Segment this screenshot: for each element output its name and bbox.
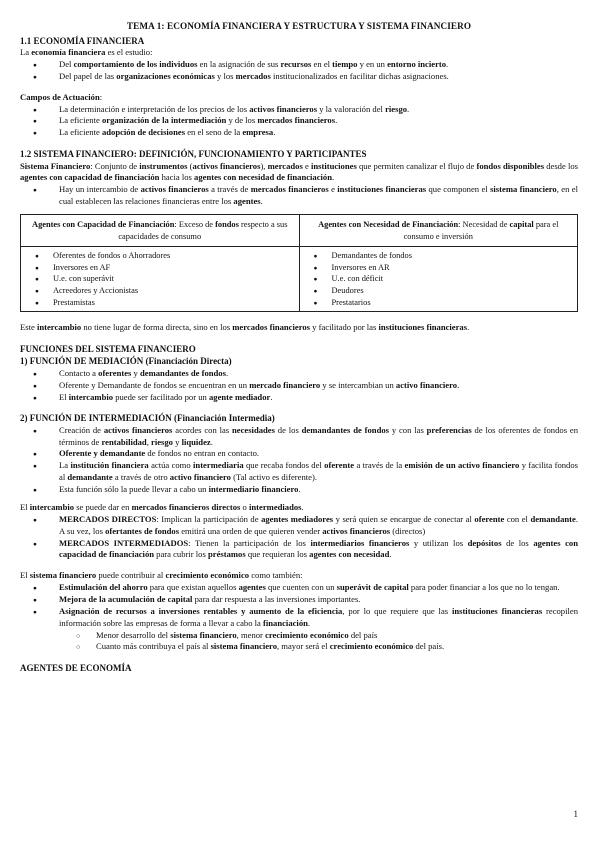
page-content xyxy=(20,20,578,675)
table-cell-necesidad xyxy=(299,247,578,312)
intercambio-mercados-text: El intercambio se puede dar en mercados financieros directos o intermediados. xyxy=(20,501,304,512)
list-item: ● Prestamistas xyxy=(21,297,293,309)
list-item: ● Creación de activos financieros acordes con las necesidades de los demandantes de fondos y con las preferencias de los oferentes de fondos en términos de rentabilidad, riesgo y liquidez. xyxy=(20,425,578,449)
economia-financiera-list xyxy=(20,59,578,83)
capacidad-list xyxy=(21,250,293,308)
crecimiento-text: El sistema financiero puede contribuir al crecimiento económico como también: xyxy=(20,570,303,581)
intercambio-note: Este intercambio no tiene lugar de forma directa, sino en los mercados financieros y facilitado por las instituciones financieras. xyxy=(20,322,470,333)
list-item: ○ Menor desarrollo del sistema financiero, menor crecimiento económico del país xyxy=(20,630,578,642)
list-item: ● Mejora de la acumulación de capital para dar respuesta a las inversiones importantes. xyxy=(20,594,578,606)
list-item: ● Inversores en AR xyxy=(300,262,572,274)
funcion-intermediacion-list xyxy=(20,425,578,496)
list-item: ● La eficiente organización de la intermediación y de los mercados financieros. xyxy=(20,115,578,127)
list-item: ● MERCADOS DIRECTOS: Implican la participación de agentes mediadores y será quien se encargue de conectar al oferente con el demandante. A su vez, los ofertantes de fondos emitirá una orden de que quieren vender activos financieros (directos) xyxy=(20,514,578,538)
economia-financiera-intro: La economía financiera es el estudio: xyxy=(20,47,153,58)
list-item: ● U.e. con superávit xyxy=(21,273,293,285)
list-item: ● Oferentes de fondos o Ahorradores xyxy=(21,250,293,262)
funcion-mediacion-list xyxy=(20,368,578,404)
campos-actuacion-list xyxy=(20,104,578,140)
list-item: ○ Cuanto más contribuya el país al sistema financiero, mayor será el crecimiento económico del país. xyxy=(20,641,578,653)
list-item: ● Deudores xyxy=(300,285,572,297)
list-item: ● Acreedores y Accionistas xyxy=(21,285,293,297)
list-item: ● Oferente y Demandante de fondos se encuentran en un mercado financiero y se intercambian un activo financiero. xyxy=(20,380,578,392)
list-item: ● Del comportamiento de los individuos en la asignación de sus recursos en el tiempo y en un entorno incierto. xyxy=(20,59,578,71)
sistema-financiero-list xyxy=(20,184,578,208)
crecimiento-list xyxy=(20,582,578,629)
list-item: ● Prestatarios xyxy=(300,297,572,309)
list-item: ● Esta función sólo la puede llevar a cabo un intermediario financiero. xyxy=(20,484,578,496)
list-item: ● Estimulación del ahorro para que existan aquellos agentes que cuenten con un superávit de capital para poder financiar a los que no lo tengan. xyxy=(20,582,578,594)
funciones-heading: FUNCIONES DEL SISTEMA FINANCIERO xyxy=(20,343,196,354)
section-heading-economia-financiera: 1.1 ECONOMÍA FINANCIERA xyxy=(20,35,145,46)
funcion-mediacion-heading: 1) FUNCIÓN DE MEDIACIÓN (Financiación Directa) xyxy=(20,356,232,367)
table-cell-capacidad xyxy=(21,247,300,312)
list-item: ● La eficiente adopción de decisiones en el seno de la empresa. xyxy=(20,127,578,139)
campos-actuacion-heading: Campos de Actuación: xyxy=(20,91,103,102)
list-item: ● Hay un intercambio de activos financieros a través de mercados financieros e instituciones financieras que componen el sistema financiero, en el cual establecen las relaciones financieras entre los agentes. xyxy=(20,184,578,208)
table-header-capacidad: Agentes con Capacidad de Financiación: Exceso de fondos respecto a sus capacidades de consumo xyxy=(21,214,300,246)
list-item: ● Inversores en AF xyxy=(21,262,293,274)
funcion-intermediacion-heading: 2) FUNCIÓN DE INTERMEDIACIÓN (Financiación Intermedia) xyxy=(20,413,275,424)
list-item: ● MERCADOS INTERMEDIADOS: Tienen la participación de los intermediarios financieros y utilizan los depósitos de los agentes con capacidad de financiación para cubrir los préstamos que requieran los agentes con necesidad. xyxy=(20,538,578,562)
table-header-necesidad: Agentes con Necesidad de Financiación: Necesidad de capital para el consumo e inversión xyxy=(299,214,578,246)
list-item: ● La determinación e interpretación de los precios de los activos financieros y la valoración del riesgo. xyxy=(20,104,578,116)
list-item: ● Asignación de recursos a inversiones rentables y aumento de la eficiencia, por lo que requiere que las instituciones financieras recopilen información sobre las empresas de forma a llevar a cabo la financiación. xyxy=(20,606,578,630)
list-item: ● Demandantes de fondos xyxy=(300,250,572,262)
document-title: TEMA 1: ECONOMÍA FINANCIERA Y ESTRUCTURA Y SISTEMA FINANCIERO xyxy=(126,21,472,31)
list-item: ● Contacto a oferentes y demandantes de fondos. xyxy=(20,368,578,380)
agentes-economia-heading: AGENTES DE ECONOMÍA xyxy=(20,663,132,674)
page-number: 1 xyxy=(573,809,578,819)
crecimiento-sublist xyxy=(20,630,578,654)
section-heading-sistema-financiero: 1.2 SISTEMA FINANCIERO: DEFINICIÓN, FUNCIONAMIENTO Y PARTICIPANTES xyxy=(20,149,367,160)
list-item: ● Del papel de las organizaciones económicas y los mercados institucionalizados en facilitar dichas asignaciones. xyxy=(20,71,578,83)
necesidad-list xyxy=(300,250,572,308)
list-item: ● El intercambio puede ser facilitado por un agente mediador. xyxy=(20,392,578,404)
list-item: ● La institución financiera actúa como intermediaria que recaba fondos del oferente a través de la emisión de un activo financiero y facilita fondos al demandante a través de otro activo financiero (Tal activo es diferente). xyxy=(20,460,578,484)
sistema-financiero-definition: Sistema Financiero: Conjunto de instrumentos (activos financieros), mercados e instituciones que permiten canalizar el flujo de fondos disponibles desde los agentes con capacidad de financiación hacia los agentes con necesidad de financiación. xyxy=(20,160,578,183)
mercados-list xyxy=(20,514,578,561)
agentes-table xyxy=(20,214,578,312)
list-item: ● Oferente y demandante de fondos no entran en contacto. xyxy=(20,448,578,460)
list-item: ● U.e. con déficit xyxy=(300,273,572,285)
